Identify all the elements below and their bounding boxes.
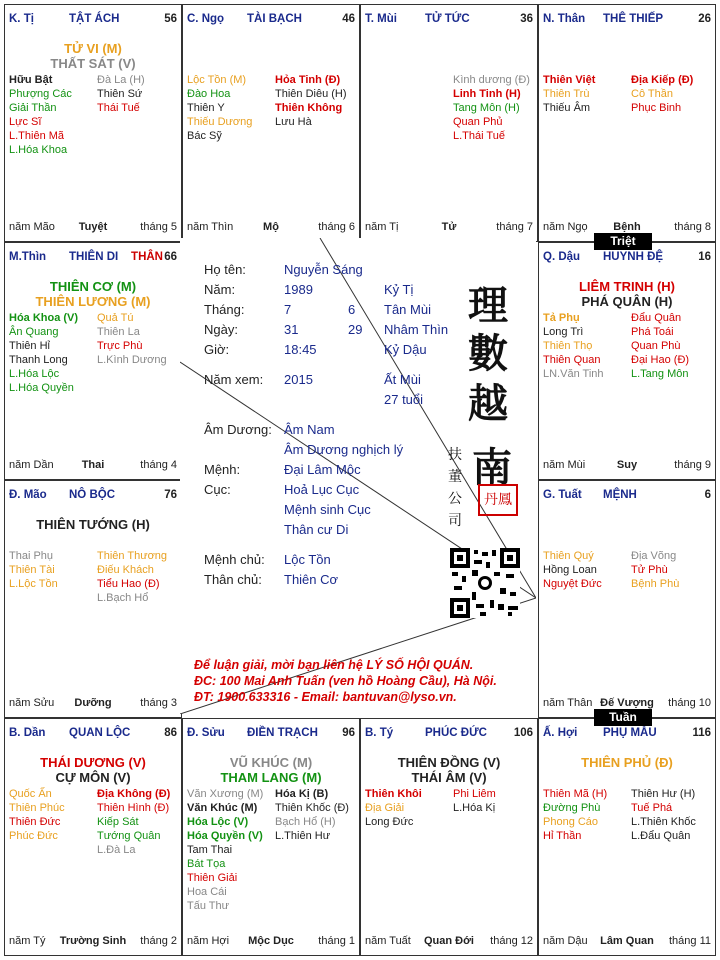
minor-star: Phong Cáo bbox=[543, 816, 599, 828]
minor-star: Thiên La bbox=[97, 326, 140, 338]
minor-star: L.Kình Dương bbox=[97, 354, 167, 366]
palace-age: 16 bbox=[698, 251, 711, 263]
right-stars bbox=[631, 311, 689, 381]
logo-small-1: 扶 bbox=[448, 447, 462, 463]
minor-star: Linh Tinh (H) bbox=[453, 88, 521, 100]
view-year-value: 2015 bbox=[284, 372, 313, 387]
minor-star: Quốc Ấn bbox=[9, 788, 52, 800]
minor-star: L.Lộc Tồn bbox=[9, 578, 58, 590]
palace-footer bbox=[9, 935, 177, 949]
minor-star: Hóa Lộc (V) bbox=[187, 816, 249, 828]
palace-header bbox=[365, 13, 533, 29]
palace-branch: Đ. Sửu bbox=[187, 727, 225, 739]
palace-stage: Thai bbox=[81, 459, 105, 471]
main-star: THIÊN PHỦ (Đ) bbox=[581, 755, 673, 770]
minor-star: Phi Liêm bbox=[453, 788, 496, 800]
minor-star: Thiên Mã (H) bbox=[543, 788, 608, 800]
day-label: Ngày: bbox=[204, 322, 238, 337]
palace-header bbox=[9, 13, 177, 29]
palace-dau[interactable] bbox=[538, 242, 716, 480]
palace-month: tháng 7 bbox=[496, 221, 533, 233]
minor-star: Đà La (H) bbox=[97, 74, 145, 86]
cuc-label: Cục: bbox=[204, 482, 231, 497]
left-stars bbox=[187, 73, 252, 143]
palace-branch: Q. Dậu bbox=[543, 251, 581, 263]
right-stars bbox=[97, 549, 167, 605]
palace-month: tháng 1 bbox=[318, 935, 355, 947]
minor-star: Nguyệt Đức bbox=[543, 578, 602, 590]
palace-footer bbox=[187, 935, 355, 949]
main-star: THIÊN LƯƠNG (M) bbox=[35, 294, 151, 309]
palace-month: tháng 3 bbox=[140, 697, 177, 709]
palace-stage: Dưỡng bbox=[74, 697, 112, 709]
main-star: THAM LANG (M) bbox=[220, 770, 322, 785]
right-stars bbox=[97, 311, 167, 367]
palace-year: năm Dần bbox=[9, 459, 54, 471]
palace-name: NÔ BỘC bbox=[69, 489, 115, 501]
palace-age: 56 bbox=[164, 13, 177, 25]
left-stars bbox=[187, 787, 263, 913]
minor-star: Tang Môn (H) bbox=[453, 102, 520, 114]
minor-star: Thai Phụ bbox=[9, 550, 54, 562]
main-star: THÁI DƯƠNG (V) bbox=[40, 755, 146, 770]
left-stars bbox=[9, 549, 58, 591]
palace-footer bbox=[543, 935, 711, 949]
center-info-panel bbox=[180, 238, 536, 714]
minor-star: Điếu Khách bbox=[97, 564, 154, 576]
palace-footer bbox=[9, 459, 177, 473]
minor-star: Thiên Thọ bbox=[543, 340, 593, 352]
palace-year: năm Thân bbox=[543, 697, 593, 709]
palace-stage: Mộ bbox=[263, 221, 279, 233]
palace-month: tháng 4 bbox=[140, 459, 177, 471]
palace-month: tháng 5 bbox=[140, 221, 177, 233]
tuan-tag: Tuần bbox=[594, 709, 652, 726]
palace-ty[interactable] bbox=[360, 718, 538, 956]
minor-star: Thiên Hình (Đ) bbox=[97, 802, 170, 814]
left-stars bbox=[9, 787, 65, 843]
left-stars bbox=[543, 311, 604, 381]
minor-star: Tam Thai bbox=[187, 844, 233, 856]
palace-stage: Trường Sinh bbox=[59, 935, 127, 947]
palace-age: 86 bbox=[164, 727, 177, 739]
minor-star: Kiếp Sát bbox=[97, 816, 139, 828]
view-year-can-chi: Ất Mùi bbox=[384, 372, 421, 387]
minor-star: Đại Hao (Đ) bbox=[631, 354, 690, 366]
logo-char-4: 南 bbox=[472, 444, 512, 491]
minor-star: L.Đẩu Quân bbox=[631, 830, 691, 842]
palace-name: TẬT ÁCH bbox=[69, 13, 120, 25]
minor-star: Hoa Cái bbox=[187, 886, 227, 898]
minor-star: L.Hóa Quyền bbox=[9, 382, 74, 394]
palace-month: tháng 9 bbox=[674, 459, 711, 471]
minor-star: L.Thái Tuế bbox=[453, 130, 505, 142]
right-stars bbox=[453, 787, 496, 815]
palace-dan[interactable] bbox=[4, 718, 182, 956]
palace-age: 46 bbox=[342, 13, 355, 25]
minor-star: L.Thiên Mã bbox=[9, 130, 65, 142]
minor-star: Thiên Khốc (Đ) bbox=[275, 802, 349, 814]
minor-star: Tiểu Hao (Đ) bbox=[97, 578, 160, 590]
minor-star: Tuế Phá bbox=[631, 802, 673, 814]
cuc-value: Hoả Lục Cục bbox=[284, 482, 360, 497]
palace-month: tháng 6 bbox=[318, 221, 355, 233]
main-star: LIÊM TRINH (H) bbox=[578, 279, 676, 294]
minor-star: Cô Thần bbox=[631, 88, 673, 100]
minor-star: L.Hóa Kị bbox=[453, 802, 496, 814]
palace-mui[interactable] bbox=[360, 4, 538, 242]
main-star: THIÊN CƠ (M) bbox=[49, 279, 137, 294]
name-label: Họ tên: bbox=[204, 262, 246, 277]
minor-star: Bác Sỹ bbox=[187, 130, 222, 142]
minor-star: Thiếu Dương bbox=[187, 116, 253, 128]
qr-code-graphic bbox=[450, 548, 520, 618]
minor-star: Hồng Loan bbox=[543, 564, 597, 576]
palace-header bbox=[9, 489, 177, 505]
palace-header bbox=[9, 251, 177, 267]
palace-header bbox=[543, 489, 711, 505]
palace-branch: Đ. Mão bbox=[9, 489, 47, 501]
minor-star: Văn Xương (M) bbox=[187, 788, 264, 800]
minor-star: Hóa Kị (B) bbox=[275, 788, 329, 800]
palace-than-marker: THÂN bbox=[131, 251, 163, 263]
minor-star: Bệnh Phù bbox=[631, 578, 680, 590]
minor-star: Địa Kiếp (Đ) bbox=[631, 74, 694, 86]
minor-star: Thiên Không bbox=[275, 102, 343, 114]
month-label: Tháng: bbox=[204, 302, 245, 317]
palace-footer bbox=[187, 221, 355, 235]
palace-stage: Đế Vượng bbox=[600, 697, 654, 709]
minor-star: Phá Toái bbox=[631, 326, 674, 338]
hour-can-chi: Kỷ Dậu bbox=[384, 342, 427, 357]
destiny-master-value: Lộc Tồn bbox=[284, 552, 331, 567]
palace-age: 66 bbox=[164, 251, 177, 263]
minor-star: L.Hóa Lộc bbox=[9, 368, 60, 380]
palace-stage: Suy bbox=[616, 459, 638, 471]
palace-age: 76 bbox=[164, 489, 177, 501]
right-stars bbox=[453, 73, 530, 143]
destiny-label: Mệnh: bbox=[204, 462, 241, 477]
triet-tag: Triệt bbox=[594, 233, 652, 250]
palace-stage: Bệnh bbox=[613, 221, 641, 233]
minor-star: Thiên Diêu (H) bbox=[275, 88, 347, 100]
minor-star: Tấu Thư bbox=[187, 900, 230, 912]
palace-branch: T. Mùi bbox=[365, 13, 397, 25]
main-star: VŨ KHÚC (M) bbox=[229, 755, 313, 770]
minor-star: Tướng Quân bbox=[97, 830, 161, 842]
palace-name: THIÊN DI bbox=[69, 251, 119, 263]
palace-stage: Lâm Quan bbox=[600, 935, 654, 947]
minor-star: Thiên Thương bbox=[97, 550, 168, 562]
palace-thin[interactable] bbox=[4, 242, 182, 480]
left-stars bbox=[543, 549, 602, 591]
right-stars bbox=[275, 73, 347, 129]
minor-star: Giải Thần bbox=[9, 102, 57, 114]
yin-yang-note: Âm Dương nghịch lý bbox=[284, 442, 404, 457]
palace-age: 36 bbox=[520, 13, 533, 25]
right-stars bbox=[97, 787, 170, 857]
right-stars bbox=[97, 73, 145, 115]
palace-header bbox=[187, 13, 355, 29]
minor-star: L.Hóa Khoa bbox=[9, 144, 68, 156]
month-solar: 7 bbox=[284, 302, 292, 317]
palace-year: năm Tý bbox=[9, 935, 46, 947]
palace-name: MỆNH bbox=[603, 489, 637, 501]
palace-year: năm Hợi bbox=[187, 935, 230, 947]
year-value: 1989 bbox=[284, 282, 313, 297]
contact-line-1: Để luận giải, mời bạn liên hệ LÝ SỐ HỘI QUÁN. bbox=[194, 658, 474, 672]
left-stars bbox=[365, 787, 422, 829]
minor-star: Thiên Việt bbox=[543, 74, 596, 86]
palace-year: năm Dậu bbox=[543, 935, 588, 947]
minor-star: Đẩu Quân bbox=[631, 312, 682, 324]
minor-star: Hỏa Tinh (Đ) bbox=[275, 74, 341, 86]
palace-month: tháng 2 bbox=[140, 935, 177, 947]
palace-branch: M.Thìn bbox=[9, 251, 47, 263]
palace-stage: Mộc Dục bbox=[248, 935, 294, 947]
palace-year: năm Mùi bbox=[543, 459, 586, 471]
minor-star: Lưu Hà bbox=[275, 116, 312, 128]
palace-month: tháng 12 bbox=[490, 935, 533, 947]
main-star: THIÊN TƯỚNG (H) bbox=[36, 517, 150, 532]
minor-star: Phượng Các bbox=[9, 88, 72, 100]
view-year-label: Năm xem: bbox=[204, 372, 264, 387]
year-label: Năm: bbox=[204, 282, 236, 297]
logo-small-3: 公 bbox=[448, 491, 462, 507]
minor-star: Hóa Quyền (V) bbox=[187, 830, 263, 842]
yin-yang-label: Âm Dương: bbox=[204, 422, 272, 437]
left-stars bbox=[9, 311, 78, 395]
qr-code[interactable] bbox=[450, 548, 520, 618]
minor-star: Thiên Tài bbox=[9, 564, 55, 576]
cuc-note: Mệnh sinh Cục bbox=[284, 502, 371, 517]
minor-star: Địa Võng bbox=[631, 550, 677, 562]
palace-footer bbox=[543, 459, 711, 473]
palace-age: 116 bbox=[692, 727, 711, 739]
right-stars bbox=[631, 787, 696, 843]
minor-star: Quan Phù bbox=[631, 340, 681, 352]
palace-year: năm Sửu bbox=[9, 697, 55, 709]
palace-name: TỬ TỨC bbox=[425, 13, 470, 25]
palace-stage: Quan Đới bbox=[424, 935, 474, 947]
left-stars bbox=[543, 73, 595, 115]
palace-footer bbox=[365, 221, 533, 235]
minor-star: Thiên Sứ bbox=[97, 88, 143, 100]
minor-star: LN.Văn Tinh bbox=[543, 368, 604, 380]
minor-star: Thiên Y bbox=[187, 102, 225, 114]
palace-year: năm Thìn bbox=[187, 221, 234, 233]
minor-star: Hỉ Thần bbox=[543, 830, 582, 842]
minor-star: Thiên Hỉ bbox=[9, 340, 50, 352]
minor-star: Đường Phù bbox=[543, 802, 601, 814]
minor-star: Thiên Phúc bbox=[9, 802, 65, 814]
minor-star: Long Trì bbox=[543, 326, 584, 338]
main-star: TỬ VI (M) bbox=[64, 41, 122, 56]
minor-star: Thái Tuế bbox=[97, 102, 140, 114]
palace-name: PHỤ MẪU bbox=[603, 727, 657, 739]
logo-char-1: 理 bbox=[468, 282, 508, 329]
age-value: 27 tuổi bbox=[384, 392, 424, 407]
palace-branch: N. Thân bbox=[543, 13, 586, 25]
right-stars bbox=[275, 787, 349, 843]
palace-header bbox=[9, 727, 177, 743]
minor-star: Quan Phủ bbox=[453, 116, 503, 128]
palace-suu[interactable] bbox=[182, 718, 360, 956]
main-star: THÁI ÂM (V) bbox=[411, 770, 487, 785]
minor-star: Địa Không (Đ) bbox=[97, 788, 171, 800]
palace-header bbox=[543, 251, 711, 267]
palace-footer bbox=[365, 935, 533, 949]
day-can-chi: Nhâm Thìn bbox=[384, 322, 449, 337]
minor-star: Thiên Đức bbox=[9, 816, 61, 828]
logo-char-2: 數 bbox=[468, 330, 508, 377]
palace-name: TÀI BẠCH bbox=[247, 13, 302, 25]
main-star: PHÁ QUÂN (H) bbox=[581, 294, 673, 309]
name-value: Nguyễn Sáng bbox=[284, 262, 363, 277]
palace-branch: Ấ. Hợi bbox=[543, 727, 578, 739]
palace-age: 6 bbox=[704, 489, 711, 501]
month-lunar: 6 bbox=[348, 302, 356, 317]
palace-ngo[interactable] bbox=[182, 4, 360, 242]
palace-branch: B. Tý bbox=[365, 727, 394, 739]
main-star: CỰ MÔN (V) bbox=[55, 770, 131, 785]
minor-star: Phúc Đức bbox=[9, 830, 58, 842]
red-seal: 丹鳳 bbox=[478, 484, 518, 516]
palace-month: tháng 10 bbox=[668, 697, 711, 709]
minor-star: Bạch Hổ (H) bbox=[275, 816, 336, 828]
month-can-chi: Tân Mùi bbox=[384, 302, 431, 317]
minor-star: Quả Tú bbox=[97, 312, 134, 324]
contact-phone-email[interactable]: ĐT: 1900.633316 - Email: bantuvan@lyso.vn. bbox=[194, 690, 457, 704]
minor-star: Hóa Khoa (V) bbox=[9, 312, 79, 324]
minor-star: Thiên Quan bbox=[543, 354, 601, 366]
palace-mao[interactable] bbox=[4, 480, 182, 718]
palace-name: THÊ THIẾP bbox=[603, 13, 664, 25]
palace-header bbox=[187, 727, 355, 743]
palace-branch: G. Tuất bbox=[543, 489, 582, 501]
minor-star: L.Bạch Hổ bbox=[97, 592, 149, 604]
logo-char-3: 越 bbox=[468, 380, 508, 427]
logo-small-4: 司 bbox=[448, 513, 462, 529]
palace-age: 26 bbox=[698, 13, 711, 25]
minor-star: Thiên Trù bbox=[543, 88, 590, 100]
minor-star: Long Đức bbox=[365, 816, 414, 828]
palace-stage: Tuyệt bbox=[78, 221, 108, 233]
right-stars bbox=[631, 73, 693, 115]
minor-star: L.Tang Môn bbox=[631, 368, 689, 380]
palace-footer bbox=[9, 697, 177, 711]
palace-year: năm Tị bbox=[365, 221, 399, 233]
palace-age: 96 bbox=[342, 727, 355, 739]
minor-star: Thiên Khôi bbox=[365, 788, 422, 800]
palace-footer bbox=[9, 221, 177, 235]
palace-tuat[interactable] bbox=[538, 480, 716, 718]
palace-year: năm Mão bbox=[9, 221, 55, 233]
palace-month: tháng 8 bbox=[674, 221, 711, 233]
palace-branch: K. Tị bbox=[9, 13, 34, 25]
minor-star: Hữu Bật bbox=[9, 74, 53, 86]
minor-star: Văn Khúc (M) bbox=[187, 802, 258, 814]
left-stars bbox=[543, 787, 607, 843]
than-cu-value: Thân cư Di bbox=[284, 522, 349, 537]
palace-header bbox=[543, 13, 711, 29]
year-can-chi: Kỷ Tị bbox=[384, 282, 414, 297]
minor-star: L.Thiên Khốc bbox=[631, 816, 696, 828]
minor-star: Thiếu Âm bbox=[543, 102, 591, 114]
minor-star: Kình dương (Đ) bbox=[453, 74, 530, 86]
day-lunar: 29 bbox=[348, 322, 363, 337]
minor-star: Tử Phù bbox=[631, 564, 668, 576]
palace-stage: Tử bbox=[441, 221, 457, 233]
minor-star: Thanh Long bbox=[9, 354, 68, 366]
palace-age: 106 bbox=[513, 727, 533, 739]
hour-value: 18:45 bbox=[284, 342, 317, 357]
minor-star: Thiên Giải bbox=[187, 872, 238, 884]
minor-star: Lộc Tồn (M) bbox=[187, 74, 247, 86]
minor-star: Thiên Hư (H) bbox=[631, 788, 696, 800]
destiny-master-label: Mệnh chủ: bbox=[204, 552, 265, 567]
logo-small-2: 董 bbox=[448, 469, 462, 485]
palace-ti[interactable] bbox=[4, 4, 182, 242]
palace-name: PHÚC ĐỨC bbox=[425, 727, 487, 739]
palace-branch: B. Dần bbox=[9, 727, 46, 739]
left-stars bbox=[9, 73, 72, 157]
palace-branch: C. Ngọ bbox=[187, 13, 225, 25]
minor-star: L.Đà La bbox=[97, 844, 136, 856]
minor-star: Ân Quang bbox=[9, 326, 59, 338]
right-stars bbox=[631, 549, 679, 591]
palace-header bbox=[365, 727, 533, 743]
minor-star: Lực Sĩ bbox=[9, 116, 42, 128]
palace-name: ĐIỀN TRẠCH bbox=[247, 727, 318, 739]
palace-year: năm Tuất bbox=[365, 935, 411, 947]
minor-star: Trực Phù bbox=[97, 340, 143, 352]
body-master-label: Thân chủ: bbox=[204, 572, 262, 587]
palace-year: năm Ngọ bbox=[543, 221, 588, 233]
palace-hoi[interactable] bbox=[538, 718, 716, 956]
minor-star: Bát Tọa bbox=[187, 858, 226, 870]
body-master-value: Thiên Cơ bbox=[284, 572, 339, 587]
palace-than[interactable] bbox=[538, 4, 716, 242]
minor-star: Địa Giải bbox=[365, 802, 405, 814]
day-solar: 31 bbox=[284, 322, 299, 337]
minor-star: Phục Binh bbox=[631, 102, 682, 114]
destiny-value: Đại Lâm Mộc bbox=[284, 462, 361, 477]
minor-star: L.Thiên Hư bbox=[275, 830, 331, 842]
minor-star: Đào Hoa bbox=[187, 88, 231, 100]
yin-yang-value: Âm Nam bbox=[284, 422, 335, 437]
main-star: THẤT SÁT (V) bbox=[50, 56, 136, 71]
contact-address: ĐC: 100 Mai Anh Tuấn (ven hồ Hoàng Cầu), Hà Nội. bbox=[194, 674, 497, 688]
palace-month: tháng 11 bbox=[668, 935, 711, 947]
minor-star: Tả Phụ bbox=[543, 312, 580, 324]
main-star: THIÊN ĐỒNG (V) bbox=[397, 755, 501, 770]
palace-name: QUAN LỘC bbox=[69, 727, 131, 739]
minor-star: Thiên Quý bbox=[543, 550, 594, 562]
hour-label: Giờ: bbox=[204, 342, 230, 357]
palace-header bbox=[543, 727, 711, 743]
palace-name: HUYNH ĐỆ bbox=[603, 251, 664, 263]
